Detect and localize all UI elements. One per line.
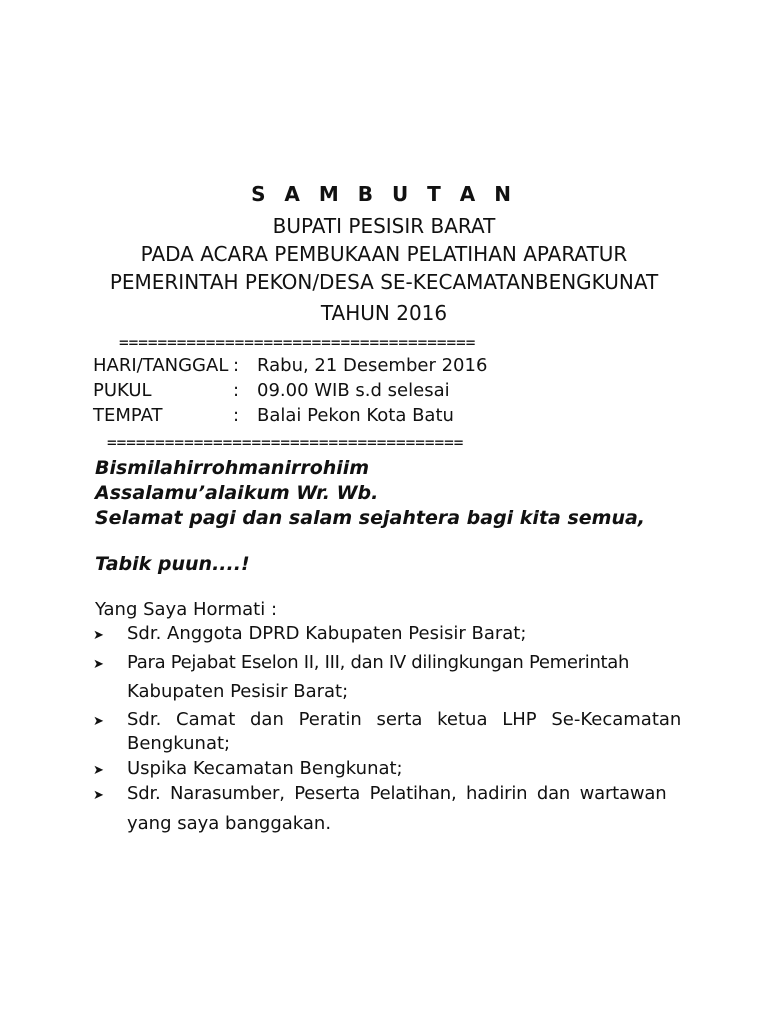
greeting-bismillah: Bismilahirrohmanirrohiim	[95, 457, 370, 479]
info-label: TEMPAT	[93, 405, 163, 426]
divider-top: =====================================	[119, 333, 476, 352]
honored-item: Para Pejabat Eselon II, III, dan IV dilingkungan Pemerintah	[127, 652, 630, 673]
info-row-place	[93, 405, 693, 429]
info-row-date	[93, 355, 693, 379]
honored-heading: Yang Saya Hormati :	[95, 599, 278, 620]
honored-item-continuation: yang saya banggakan.	[127, 813, 332, 834]
info-label: HARI/TANGGAL	[93, 355, 229, 376]
bullet-arrow-icon: ➤	[93, 714, 104, 729]
honored-item: Sdr. Anggota DPRD Kabupaten Pesisir Barat;	[127, 623, 527, 644]
info-row-time	[93, 380, 693, 404]
bullet-arrow-icon: ➤	[93, 763, 104, 778]
greeting-salam: Assalamu’alaikum Wr. Wb.	[95, 482, 379, 504]
info-colon: :	[233, 405, 240, 426]
greeting-tabik: Tabik puun....!	[95, 553, 250, 575]
info-value: Balai Pekon Kota Batu	[257, 405, 454, 426]
info-value: 09.00 WIB s.d selesai	[257, 380, 450, 401]
divider-bottom: =====================================	[107, 433, 464, 452]
bullet-arrow-icon: ➤	[93, 657, 104, 672]
speech-title: S A M B U T A N	[251, 182, 517, 206]
honored-item: Uspika Kecamatan Bengkunat;	[127, 758, 403, 779]
subtitle-regent: BUPATI PESISIR BARAT	[272, 214, 496, 238]
info-label: PUKUL	[93, 380, 152, 401]
honored-item: Sdr. Camat dan Peratin serta ketua LHP Se-Kecamatan	[127, 709, 682, 730]
honored-item-continuation: Bengkunat;	[127, 733, 231, 754]
subtitle-event: PADA ACARA PEMBUKAAN PELATIHAN APARATUR	[140, 242, 628, 266]
info-value: Rabu, 21 Desember 2016	[257, 355, 488, 376]
info-colon: :	[233, 355, 240, 376]
subtitle-government: PEMERINTAH PEKON/DESA SE-KECAMATANBENGKUNAT	[109, 270, 659, 294]
honored-item: Sdr. Narasumber, Peserta Pelatihan, hadirin dan wartawan	[127, 783, 667, 804]
greeting-morning: Selamat pagi dan salam sejahtera bagi kita semua,	[95, 507, 646, 529]
bullet-arrow-icon: ➤	[93, 628, 104, 643]
info-colon: :	[233, 380, 240, 401]
subtitle-year: TAHUN 2016	[320, 301, 448, 325]
honored-item-continuation: Kabupaten Pesisir Barat;	[127, 681, 349, 702]
bullet-arrow-icon: ➤	[93, 788, 104, 803]
